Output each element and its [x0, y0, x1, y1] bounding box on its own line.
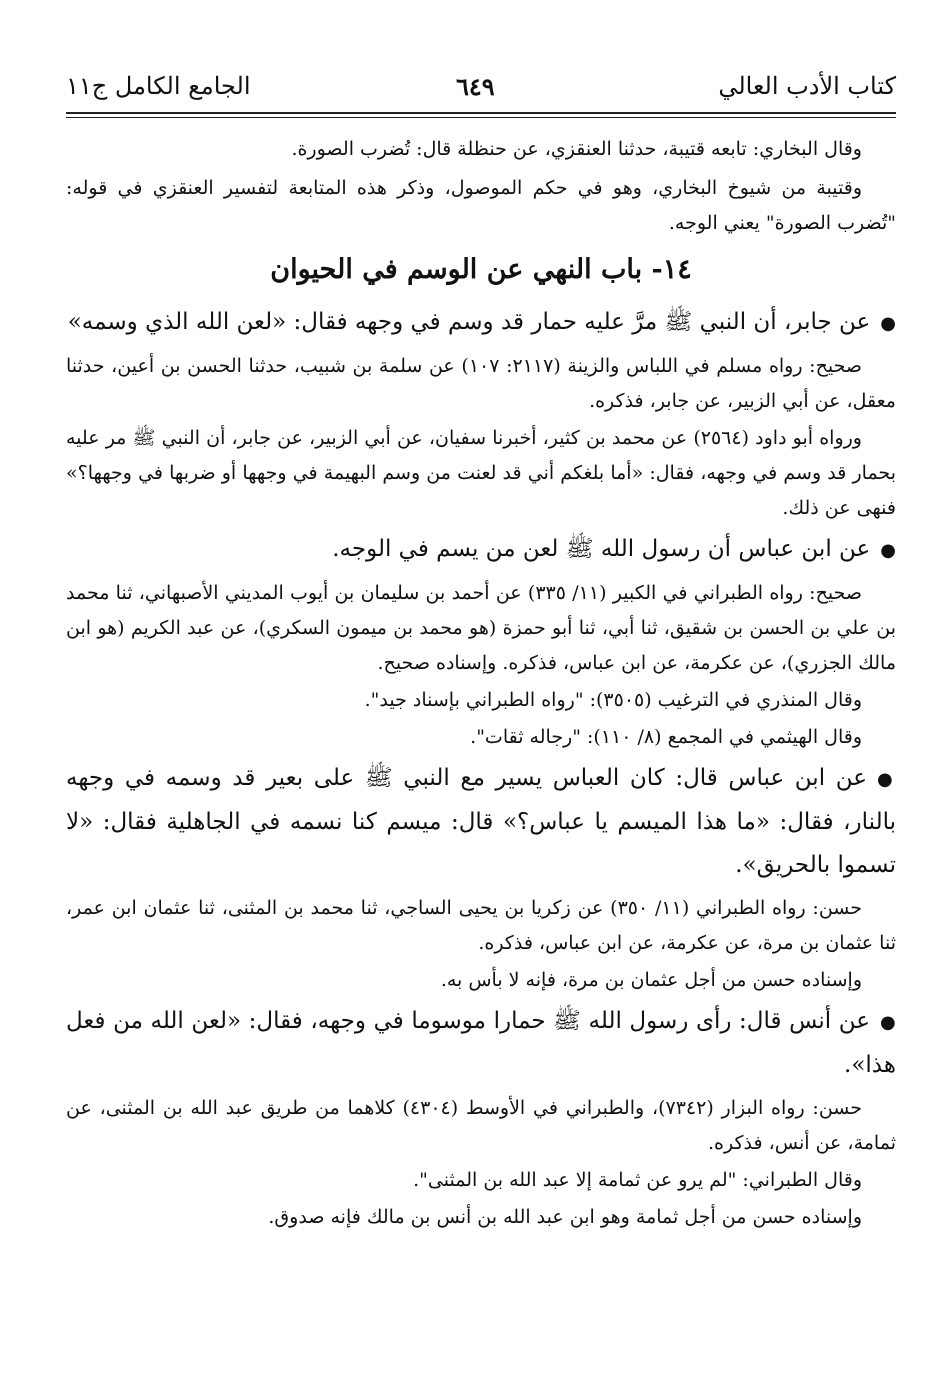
book-title: كتاب الأدب العالي: [718, 72, 896, 100]
bullet-icon: ●: [880, 313, 896, 334]
running-header: [66, 70, 896, 110]
hadith-1-note: ورواه أبو داود (٢٥٦٤) عن محمد بن كثير، أخبرنا سفيان، عن أبي الزبير، عن جابر، أن النبي ﷺ مر عليه بحمار قد وسم في وجهه، فقال: «أما بلغكم أني قد لعنت من وسم البهيمة في وجهها أو ضربها في وجهها؟» فنهى عن ذلك.: [66, 427, 896, 519]
page-number: ٦٤٩: [456, 72, 495, 101]
hadith-4-text: عن أنس قال: رأى رسول الله ﷺ حمارا موسوما في وجهه، فقال: «لعن الله من فعل هذا».: [66, 1008, 896, 1078]
hadith-4-note: وإسناده حسن من أجل ثمامة وهو ابن عبد الله بن أنس بن مالك فإنه صدوق.: [268, 1206, 862, 1228]
header-rule-thin: [66, 117, 896, 118]
volume-label: الجامع الكامل ج١١: [66, 72, 251, 100]
chapter-title: ١٤- باب النهي عن الوسم في الحيوان: [270, 254, 692, 285]
bullet-icon: ●: [880, 540, 896, 561]
hadith-text: [66, 301, 896, 345]
hadith-text: [66, 757, 896, 887]
hadith-2-grading: صحيح: رواه الطبراني في الكبير (١١/ ٣٣٥) عن أحمد بن سليمان بن أيوب المديني الأصبهاني، ثنا محمد بن علي بن الحسن بن شقيق، ثنا أبي، ثنا أبو حمزة (هو محمد بن ميمون السكري)، عن عبد الكريم (هو ابن مالك الجزري)، عن عكرمة، عن ابن عباس، فذكره. وإسناده صحيح.: [66, 582, 896, 674]
page-body: [66, 132, 896, 1237]
bullet-icon: ●: [880, 1012, 896, 1033]
intro-paragraph: وقتيبة من شيوخ البخاري، وهو في حكم الموصول، وذكر هذه المتابعة لتفسير العنقزي في قوله: "تُضرب الصورة" يعني الوجه.: [66, 177, 896, 234]
hadith-1-text: عن جابر، أن النبي ﷺ مرَّ عليه حمار قد وسم في وجهه فقال: «لعن الله الذي وسمه»: [67, 309, 871, 335]
hadith-2-note: وقال المنذري في الترغيب (٣٥٠٥): "رواه الطبراني بإسناد جيد".: [364, 689, 862, 711]
hadith-text: [66, 528, 896, 572]
hadith-3-grading: حسن: رواه الطبراني (١١/ ٣٥٠) عن زكريا بن يحيى الساجي، ثنا محمد بن المثنى، ثنا عثمان ابن عمر، ثنا عثمان بن مرة، عن عكرمة، عن ابن عباس، فذكره.: [66, 897, 896, 954]
bullet-icon: ●: [876, 769, 896, 790]
hadith-1-grading: صحيح: رواه مسلم في اللباس والزينة (٢١١٧: ١٠٧) عن سلمة بن شبيب، حدثنا الحسن بن أعين، حدثنا معقل، عن أبي الزبير، عن جابر، فذكره.: [66, 355, 896, 412]
intro-paragraph: وقال البخاري: تابعه قتيبة، حدثنا العنقزي، عن حنظلة قال: تُضرب الصورة.: [291, 138, 862, 160]
header-rule-thick: [66, 112, 896, 114]
hadith-4-note: وقال الطبراني: "لم يرو عن ثمامة إلا عبد الله بن المثنى".: [413, 1169, 862, 1191]
hadith-2-note: وقال الهيثمي في المجمع (٨/ ١١٠): "رجاله ثقات".: [470, 726, 862, 748]
hadith-4-grading: حسن: رواه البزار (٧٣٤٢)، والطبراني في الأوسط (٤٣٠٤) كلاهما من طريق عبد الله بن المثنى، عن ثمامة، عن أنس، فذكره.: [66, 1097, 896, 1154]
hadith-3-note: وإسناده حسن من أجل عثمان بن مرة، فإنه لا بأس به.: [440, 969, 862, 991]
hadith-text: [66, 1000, 896, 1087]
hadith-3-text: عن ابن عباس قال: كان العباس يسير مع النبي ﷺ على بعير قد وسمه في وجهه بالنار، فقال: «ما هذا الميسم يا عباس؟» قال: ميسم كنا نسمه في الجاهلية فقال: «لا تسموا بالحريق».: [66, 765, 896, 878]
hadith-2-text: عن ابن عباس أن رسول الله ﷺ لعن من يسم في الوجه.: [332, 536, 871, 562]
